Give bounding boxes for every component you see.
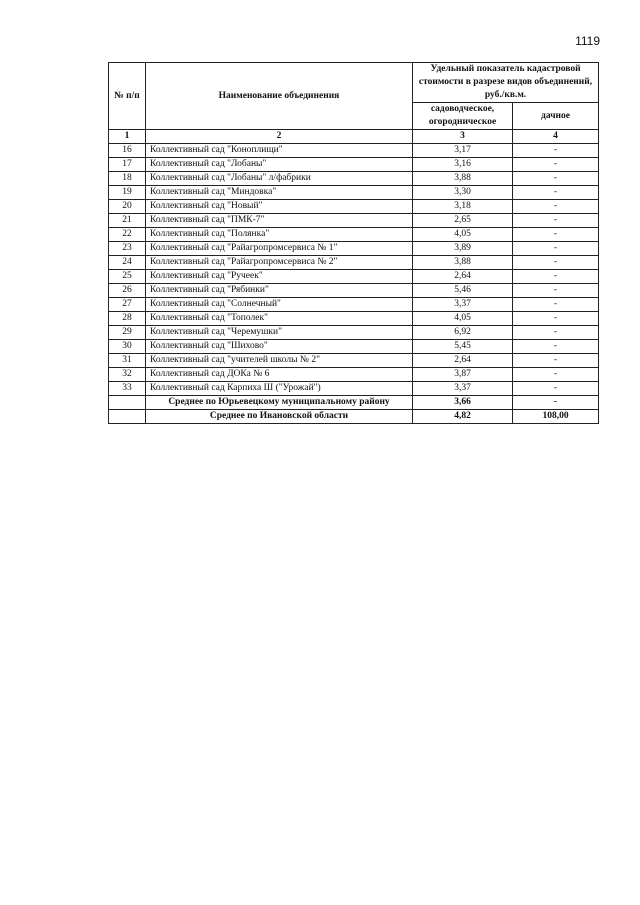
row-number: 22 — [109, 228, 146, 242]
row-name: Коллективный сад "Рябинки" — [146, 284, 413, 298]
row-name: Коллективный сад "Полянка" — [146, 228, 413, 242]
row-name: Коллективный сад "Райагропромсервиса № 1" — [146, 242, 413, 256]
row-gardening-value: 3,88 — [413, 172, 513, 186]
row-dacha-value: - — [513, 298, 599, 312]
table-row — [109, 144, 599, 158]
row-gardening-value: 3,18 — [413, 200, 513, 214]
row-name: Коллективный сад "Миндовка" — [146, 186, 413, 200]
row-gardening-value: 3,87 — [413, 368, 513, 382]
row-name: Коллективный сад "Шихово" — [146, 340, 413, 354]
column-number: 2 — [146, 130, 413, 144]
row-number: 18 — [109, 172, 146, 186]
table-row — [109, 186, 599, 200]
table-row — [109, 326, 599, 340]
row-name: Коллективный сад "Ручеек" — [146, 270, 413, 284]
table-row — [109, 200, 599, 214]
table-row — [109, 270, 599, 284]
summary-row — [109, 396, 599, 410]
table-row — [109, 284, 599, 298]
row-gardening-value: 2,64 — [413, 270, 513, 284]
row-name: Коллективный сад ДОКа № 6 — [146, 368, 413, 382]
row-name: Коллективный сад "учителей школы № 2" — [146, 354, 413, 368]
row-gardening-value: 3,37 — [413, 382, 513, 396]
row-name: Коллективный сад "Коноплищи" — [146, 144, 413, 158]
row-dacha-value: - — [513, 340, 599, 354]
summary-row — [109, 410, 599, 424]
header-dacha: дачное — [513, 103, 599, 130]
table-row — [109, 172, 599, 186]
table-row — [109, 228, 599, 242]
row-dacha-value: - — [513, 242, 599, 256]
row-number: 26 — [109, 284, 146, 298]
row-gardening-value: 3,88 — [413, 256, 513, 270]
row-number: 25 — [109, 270, 146, 284]
row-dacha-value: - — [513, 270, 599, 284]
row-number: 21 — [109, 214, 146, 228]
table-row — [109, 312, 599, 326]
row-dacha-value: - — [513, 326, 599, 340]
row-dacha-value: - — [513, 256, 599, 270]
row-number: 17 — [109, 158, 146, 172]
row-name: Коллективный сад "Лобаны" л/фабрики — [146, 172, 413, 186]
row-gardening-value: 2,65 — [413, 214, 513, 228]
row-number: 29 — [109, 326, 146, 340]
table-row — [109, 158, 599, 172]
column-number: 1 — [109, 130, 146, 144]
row-gardening-value: 3,30 — [413, 186, 513, 200]
row-dacha-value: - — [513, 228, 599, 242]
table-row — [109, 242, 599, 256]
page-number: 1119 — [575, 34, 600, 48]
row-name: Коллективный сад "Новый" — [146, 200, 413, 214]
table-row — [109, 368, 599, 382]
row-dacha-value: - — [513, 382, 599, 396]
row-dacha-value: - — [513, 172, 599, 186]
row-name: Коллективный сад "Черемушки" — [146, 326, 413, 340]
row-dacha-value: - — [513, 200, 599, 214]
row-number: 23 — [109, 242, 146, 256]
row-gardening-value: 6,92 — [413, 326, 513, 340]
row-number: 19 — [109, 186, 146, 200]
summary-gardening-value: 3,66 — [413, 396, 513, 410]
row-number: 24 — [109, 256, 146, 270]
row-number: 20 — [109, 200, 146, 214]
table-row — [109, 256, 599, 270]
column-number: 3 — [413, 130, 513, 144]
row-number: 28 — [109, 312, 146, 326]
table-row — [109, 354, 599, 368]
row-dacha-value: - — [513, 284, 599, 298]
row-dacha-value: - — [513, 368, 599, 382]
row-number: 33 — [109, 382, 146, 396]
row-name: Коллективный сад "ПМК-7" — [146, 214, 413, 228]
summary-dacha-value: 108,00 — [513, 410, 599, 424]
row-name: Коллективный сад "Солнечный" — [146, 298, 413, 312]
table-row — [109, 298, 599, 312]
column-number: 4 — [513, 130, 599, 144]
summary-empty-cell — [109, 396, 146, 410]
row-number: 31 — [109, 354, 146, 368]
table-row — [109, 214, 599, 228]
summary-dacha-value: - — [513, 396, 599, 410]
summary-name: Среднее по Ивановской области — [146, 410, 413, 424]
table-row — [109, 382, 599, 396]
row-dacha-value: - — [513, 158, 599, 172]
row-number: 16 — [109, 144, 146, 158]
row-gardening-value: 4,05 — [413, 312, 513, 326]
row-dacha-value: - — [513, 186, 599, 200]
table-row — [109, 340, 599, 354]
header-indicator: Удельный показатель кадастровой стоимости в разрезе видов объединений, руб./кв.м. — [413, 63, 599, 103]
row-gardening-value: 3,16 — [413, 158, 513, 172]
row-number: 27 — [109, 298, 146, 312]
row-name: Коллективный сад Карпиха Ш ("Урожай") — [146, 382, 413, 396]
summary-gardening-value: 4,82 — [413, 410, 513, 424]
cadastral-value-table — [108, 62, 599, 424]
summary-empty-cell — [109, 410, 146, 424]
row-gardening-value: 4,05 — [413, 228, 513, 242]
row-dacha-value: - — [513, 312, 599, 326]
summary-name: Среднее по Юрьевецкому муниципальному району — [146, 396, 413, 410]
row-name: Коллективный сад "Тополек" — [146, 312, 413, 326]
row-dacha-value: - — [513, 214, 599, 228]
header-gardening: садоводческое, огородническое — [413, 103, 513, 130]
row-name: Коллективный сад "Райагропромсервиса № 2" — [146, 256, 413, 270]
row-gardening-value: 3,17 — [413, 144, 513, 158]
row-dacha-value: - — [513, 354, 599, 368]
row-gardening-value: 3,37 — [413, 298, 513, 312]
row-number: 32 — [109, 368, 146, 382]
row-number: 30 — [109, 340, 146, 354]
header-name: Наименование объединения — [146, 63, 413, 130]
row-gardening-value: 5,45 — [413, 340, 513, 354]
row-dacha-value: - — [513, 144, 599, 158]
row-name: Коллективный сад "Лобаны" — [146, 158, 413, 172]
header-number: № п/п — [109, 63, 146, 130]
row-gardening-value: 3,89 — [413, 242, 513, 256]
row-gardening-value: 5,46 — [413, 284, 513, 298]
row-gardening-value: 2,64 — [413, 354, 513, 368]
column-number-row — [109, 130, 599, 144]
